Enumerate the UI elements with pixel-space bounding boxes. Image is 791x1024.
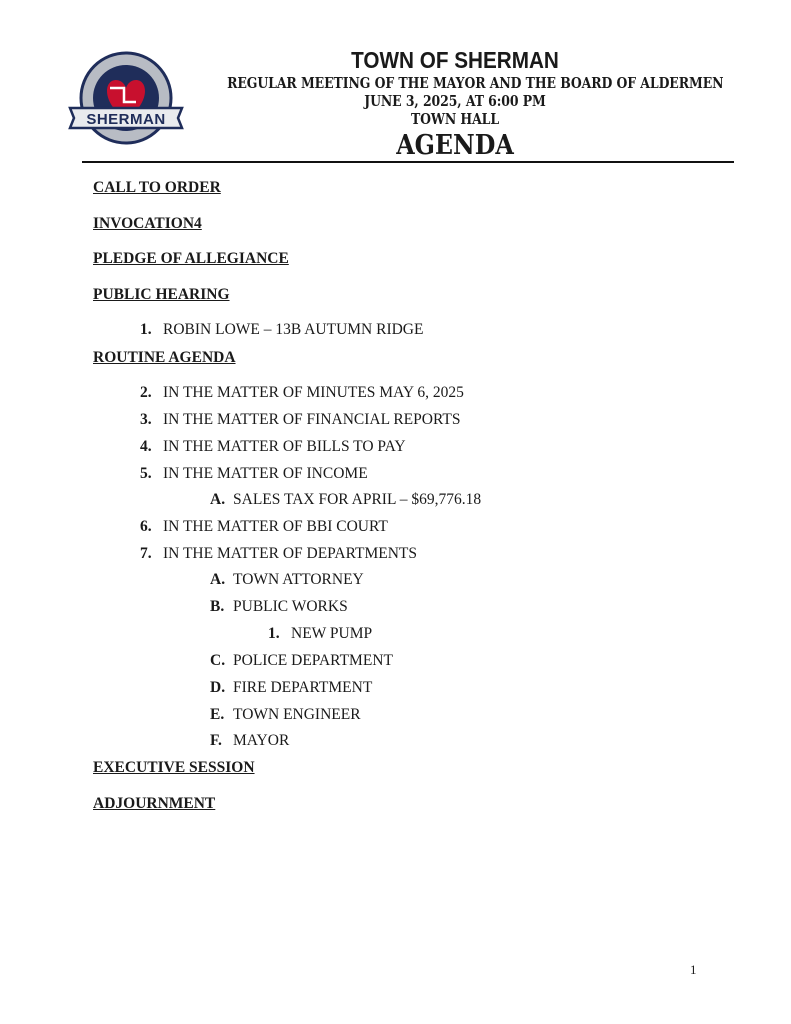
item-text: NEW PUMP (291, 625, 373, 642)
agenda-subitem-7e (210, 706, 361, 724)
item-number: B. (210, 598, 225, 615)
header-rule (82, 161, 734, 163)
item-number: 1. (140, 321, 152, 338)
agenda-item-4 (140, 438, 406, 456)
section-routine-agenda: ROUTINE AGENDA (93, 349, 236, 366)
item-text: PUBLIC WORKS (233, 598, 348, 615)
agenda-item-1 (140, 321, 423, 339)
item-number: D. (210, 679, 226, 696)
agenda-subitem-7f (210, 732, 289, 750)
item-number: 3. (140, 411, 152, 428)
item-text: IN THE MATTER OF FINANCIAL REPORTS (163, 411, 461, 428)
page-number: 1 (690, 962, 697, 977)
item-text: FIRE DEPARTMENT (233, 679, 373, 696)
section-call-to-order: CALL TO ORDER (93, 179, 221, 196)
section-adjournment: ADJOURNMENT (93, 795, 216, 812)
agenda-item-7 (140, 545, 417, 563)
agenda-item-5 (140, 465, 368, 483)
item-text: SALES TAX FOR APRIL – $69,776.18 (233, 491, 482, 508)
item-text: IN THE MATTER OF INCOME (163, 465, 368, 482)
item-text: TOWN ATTORNEY (233, 571, 364, 588)
section-invocation: INVOCATION4 (93, 215, 202, 232)
item-number: A. (210, 491, 226, 508)
town-seal-logo (66, 50, 196, 150)
agenda-subitem-7b1 (268, 625, 372, 643)
item-number: 5. (140, 465, 152, 482)
item-number: A. (210, 571, 226, 588)
meeting-datetime: JUNE 3, 2025, AT 6:00 PM (364, 93, 546, 110)
agenda-item-2 (140, 384, 464, 402)
item-text: IN THE MATTER OF BBI COURT (163, 518, 388, 535)
agenda-subitem-5a (210, 491, 481, 509)
meeting-location: TOWN HALL (410, 111, 500, 128)
item-text: IN THE MATTER OF DEPARTMENTS (163, 545, 417, 562)
meeting-subtitle: REGULAR MEETING OF THE MAYOR AND THE BOARD OF ALDERMEN (227, 75, 724, 92)
item-number: E. (210, 706, 225, 723)
item-number: 4. (140, 438, 152, 455)
item-text: IN THE MATTER OF MINUTES MAY 6, 2025 (163, 384, 464, 401)
item-text: POLICE DEPARTMENT (233, 652, 393, 669)
logo-name: SHERMAN (86, 111, 166, 128)
agenda-item-3 (140, 411, 460, 429)
item-text: TOWN ENGINEER (233, 706, 361, 723)
agenda-subitem-7b (210, 598, 348, 616)
town-title: TOWN OF SHERMAN (351, 47, 559, 73)
agenda-heading: AGENDA (396, 130, 514, 161)
item-text: IN THE MATTER OF BILLS TO PAY (163, 438, 406, 455)
item-number: C. (210, 652, 226, 669)
agenda-subitem-7c (210, 652, 393, 670)
agenda-subitem-7a (210, 571, 364, 589)
item-number: 7. (140, 545, 152, 562)
agenda-item-6 (140, 518, 388, 536)
section-executive-session: EXECUTIVE SESSION (93, 759, 255, 776)
item-number: 1. (268, 625, 280, 642)
item-text: MAYOR (233, 732, 290, 749)
item-number: 2. (140, 384, 152, 401)
section-public-hearing: PUBLIC HEARING (93, 286, 230, 303)
item-number: 6. (140, 518, 152, 535)
item-text: ROBIN LOWE – 13B AUTUMN RIDGE (163, 321, 424, 338)
item-number: F. (210, 732, 222, 749)
agenda-subitem-7d (210, 679, 372, 697)
section-pledge: PLEDGE OF ALLEGIANCE (93, 250, 289, 267)
